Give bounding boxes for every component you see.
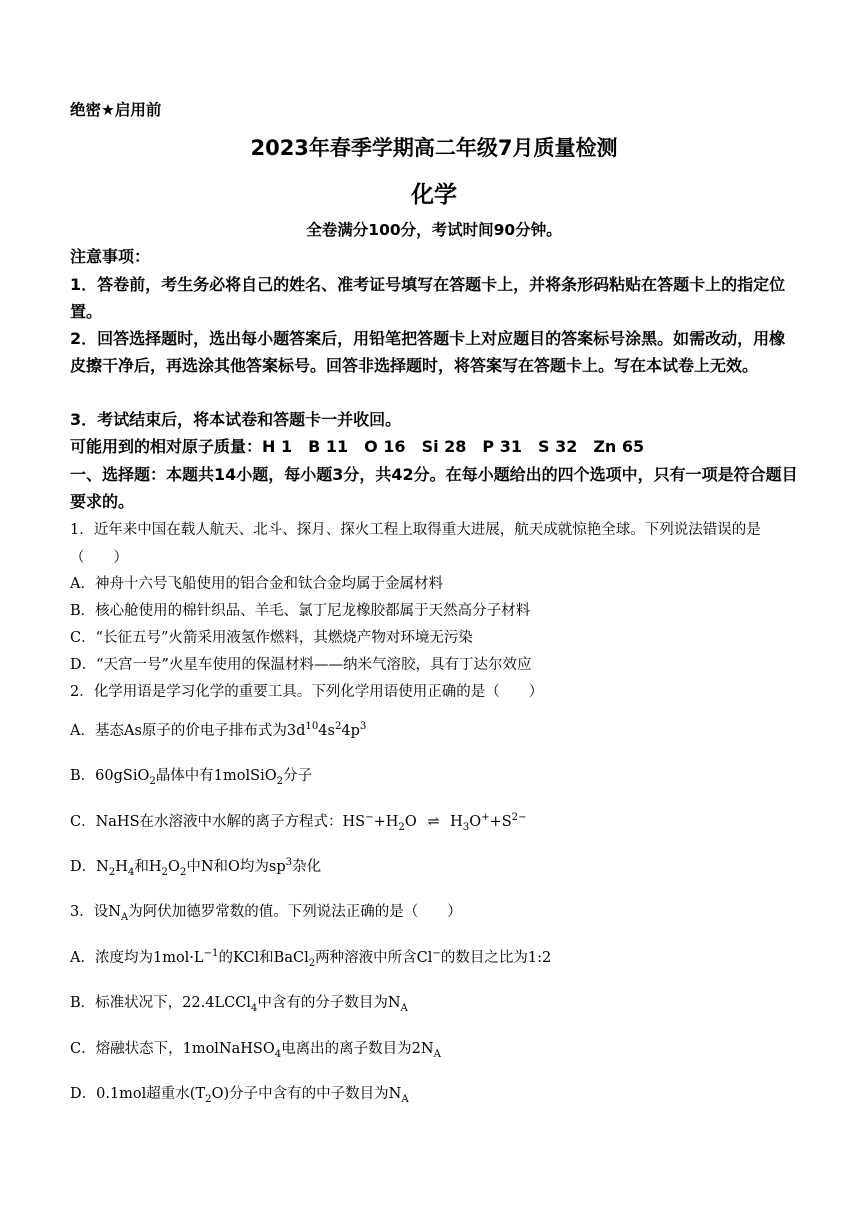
notes-heading: 注意事项： — [70, 247, 151, 266]
note-item-2: 2．回答选择题时，选出每小题答案后，用铅笔把答题卡上对应题目的答案标号涂黑。如需改动，用橡皮擦干净后，再选涂其他答案标号。回答非选择题时，将答案写在答题卡上。写在本试卷上无效。 — [70, 329, 786, 375]
question-1-stem: 1．近年来中国在载人航天、北斗、探月、探火工程上取得重大进展，航天成就惊艳全球。下列说法错误的是（ ） — [70, 522, 761, 566]
exam-info: 全卷满分100分，考试时间90分钟。 — [306, 221, 562, 239]
q3-option-d: D．0.1mol超重水$(T_2O)$分子中含有的中子数目为$N_A$ — [70, 1086, 409, 1105]
q2-option-b: B．60gSiO$_2$晶体中有1molSiO$_2$分子 — [70, 768, 313, 787]
q3-option-c: C．熔融状态下，1molNaHSO$_4$电离出的离子数目为$2N_A$ — [70, 1041, 441, 1060]
q2-option-c: C．NaHS在水溶液中水解的离子方程式：$HS^-+H_2O$ ⇌ $H_3O^++S^{2-}$ — [70, 812, 527, 833]
exam-title: 2023年春季学期高二年级7月质量检测 — [250, 136, 618, 160]
subject-title: 化学 — [411, 182, 457, 208]
q3-option-a: A．浓度均为$1mol\cdot L^{-1}$的KCl和BaCl$_2$两种溶液中所含Cl−的数目之比为1:2 — [70, 948, 552, 969]
q2-option-d: D．$N_2H_4$和$H_2O_2$中N和O均为$sp^3$杂化 — [70, 857, 322, 878]
q1-option-d: D．“天宫一号”火星车使用的保温材料——纳米气溶胶，具有丁达尔效应 — [70, 657, 532, 673]
equilibrium-arrow: ⇌ — [427, 814, 440, 830]
q1-option-b: B．核心舱使用的棉针织品、羊毛、氯丁尼龙橡胶都属于天然高分子材料 — [70, 603, 531, 619]
question-3-stem: 3．设$N_A$为阿伏加德罗常数的值。下列说法正确的是（ ） — [70, 904, 462, 923]
question-2-stem: 2．化学用语是学习化学的重要工具。下列化学用语使用正确的是（ ） — [70, 684, 544, 700]
confidential-mark: 绝密★启用前 — [70, 101, 162, 119]
section-1-heading: 一、选择题：本题共14小题，每小题3分，共42分。在每小题给出的四个选项中，只有一项是符合题目要求的。 — [70, 465, 798, 511]
q2-option-a: A．基态As原子的价电子排布式为$3d^{10}4s^24p^3$ — [70, 721, 367, 739]
question-1 — [70, 516, 798, 572]
note-item-1: 1．答卷前，考生务必将自己的姓名、准考证号填写在答题卡上，并将条形码粘贴在答题卡上的指定位置。 — [70, 275, 786, 321]
q1-option-c: C．“长征五号”火箭采用液氢作燃料，其燃烧产物对环境无污染 — [70, 630, 473, 646]
note-item-3: 3．考试结束后，将本试卷和答题卡一并收回。 — [70, 410, 402, 429]
q3-option-b: B．标准状况下，22.4LCCl$_4$中含有的分子数目为$N_A$ — [70, 995, 408, 1014]
atomic-masses: 可能用到的相对原子质量：H 1 B 11 O 16 Si 28 P 31 S 32 Zn 65 — [70, 437, 645, 456]
q1-option-a: A．神舟十六号飞船使用的铝合金和钛合金均属于金属材料 — [70, 576, 443, 592]
